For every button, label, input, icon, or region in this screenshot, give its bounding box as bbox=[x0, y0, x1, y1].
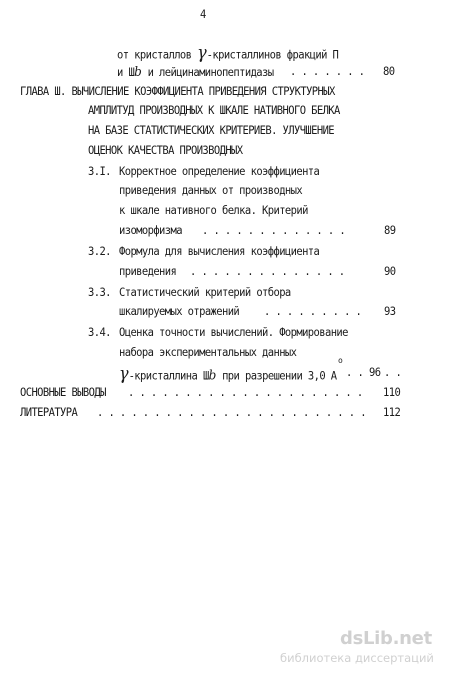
toc-dots: . . . . . . . . . bbox=[264, 305, 362, 319]
section-3-1-title-line-3: к шкале нативного белка. Критерий bbox=[119, 204, 308, 218]
literature-title: ЛИТЕРАТУРА bbox=[20, 406, 78, 420]
section-3-4-title-line-1: Оценка точности вычислений. Формирование bbox=[119, 326, 348, 340]
gamma-symbol: γ bbox=[197, 41, 207, 63]
toc-dots: . . . . . . . . . . . . . . bbox=[190, 265, 345, 279]
toc-dots: . . . . . . . . . . . . . . . . . . . . . bbox=[128, 386, 363, 400]
section-3-3-title-line-2: шкалируемых отражений bbox=[119, 305, 240, 319]
section-3-1-title-line-1: Корректное определение коэффициента bbox=[119, 165, 320, 179]
section-3-3-page: 93 bbox=[384, 305, 396, 319]
chapter-3-title-line-4: ОЦЕНОК КАЧЕСТВА ПРОИЗВОДНЫХ bbox=[88, 144, 243, 158]
section-3-4-page: 96 bbox=[369, 366, 381, 380]
gamma-symbol: γ bbox=[119, 362, 129, 384]
toc-dots: . . . . . . . . . . . . . . . . . . . . . . . . bbox=[97, 406, 366, 420]
section-3-1-title-line-2: приведения данных от производных bbox=[119, 184, 303, 198]
section-3-4-number: 3.4. bbox=[88, 326, 111, 340]
section-3-2-title-line-1: Формула для вычисления коэффициента bbox=[119, 245, 320, 259]
conclusions-title: ОСНОВНЫЕ ВЫВОДЫ bbox=[20, 386, 106, 400]
section-3-1-title-line-4: изоморфизма bbox=[119, 224, 182, 238]
literature-page: 112 bbox=[383, 406, 401, 420]
angstrom-unit: A bbox=[330, 369, 337, 383]
page-number: 4 bbox=[200, 8, 206, 22]
section-3-2-page: 90 bbox=[384, 265, 396, 279]
conclusions-page: 110 bbox=[383, 386, 401, 400]
toc-dots: . . bbox=[384, 366, 402, 380]
chapter-3-title-line-1: ГЛАВА Ш. ВЫЧИСЛЕНИЕ КОЭФФИЦИЕНТА ПРИВЕДЕНИЯ СТРУКТУРНЫХ bbox=[20, 85, 335, 99]
watermark-logo: dsLib.net bbox=[340, 628, 432, 649]
angstrom-ring: o bbox=[338, 356, 343, 365]
watermark-caption: библиотека диссертаций bbox=[280, 651, 434, 665]
toc-dots: . . . . . . . bbox=[290, 65, 365, 79]
section-3-4-title-line-3: γ-кристаллина Шb при разрешении 3,0 A bbox=[119, 362, 337, 384]
section-3-2-title-line-2: приведения bbox=[119, 265, 177, 279]
toc-dots: . . bbox=[346, 366, 364, 380]
chapter-3-title-line-2: АМПЛИТУД ПРОИЗВОДНЫХ К ШКАЛЕ НАТИВНОГО БЕЛКА bbox=[88, 104, 340, 118]
toc-dots: . . . . . . . . . . . . . bbox=[202, 224, 346, 238]
section-3-1-number: 3.I. bbox=[88, 165, 111, 179]
section-3-3-title-line-1: Статистический критерий отбора bbox=[119, 286, 291, 300]
toc-continuation-line-2: и Шb и лейцинаминопептидазы bbox=[117, 63, 274, 80]
section-3-1-page: 89 bbox=[384, 224, 396, 238]
toc-continuation-line-1: от кристаллов γ-кристаллинов фракций П bbox=[117, 41, 339, 63]
section-3-3-number: 3.3. bbox=[88, 286, 111, 300]
section-3-2-number: 3.2. bbox=[88, 245, 111, 259]
section-3-4-title-line-2: набора экспериментальных данных bbox=[119, 346, 297, 360]
toc-page-number: 80 bbox=[383, 65, 395, 79]
chapter-3-title-line-3: НА БАЗЕ СТАТИСТИЧЕСКИХ КРИТЕРИЕВ. УЛУЧШЕНИЕ bbox=[88, 124, 335, 138]
